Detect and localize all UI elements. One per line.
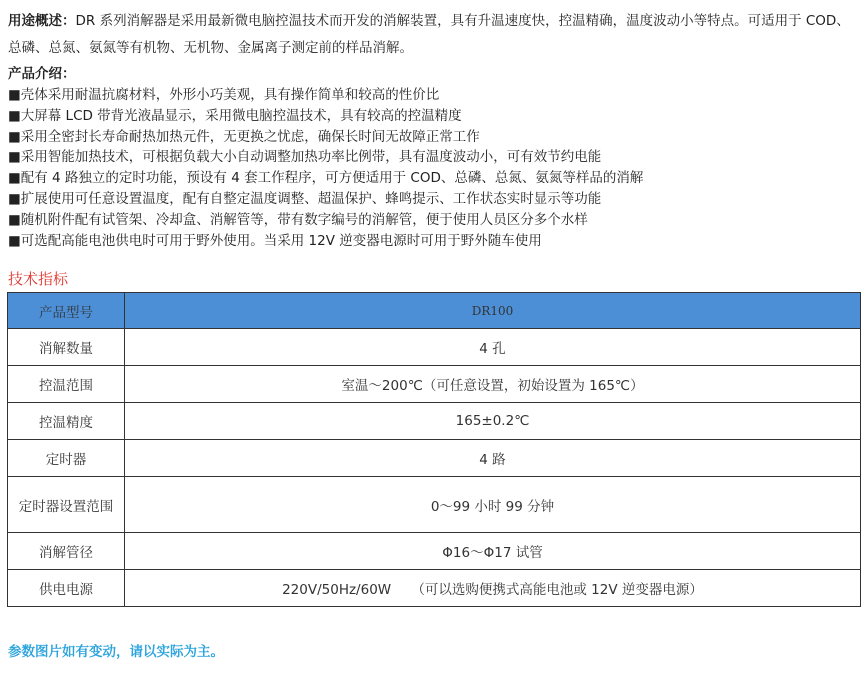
spec-label: 定时器 [8, 440, 125, 477]
disclaimer-note: 参数图片如有变动，请以实际为主。 [8, 644, 224, 660]
feature-item: ■配有 4 路独立的定时功能，预设有 4 套工作程序，可方便适用于 COD、总磷、总氮、氨氮等样品的消解 [8, 170, 644, 187]
usage-overview-label: 用途概述： [8, 13, 76, 29]
spec-label: 消解数量 [8, 329, 125, 366]
table-row [8, 366, 861, 403]
spec-table [7, 292, 861, 607]
feature-list [8, 85, 643, 251]
feature-item: ■壳体采用耐温抗腐材料，外形小巧美观，具有操作简单和较高的性价比 [8, 87, 440, 103]
spec-header-value: DR100 [125, 293, 861, 329]
spec-value: 4 孔 [125, 329, 861, 366]
table-row [8, 403, 861, 440]
usage-overview [8, 8, 856, 62]
spec-header-label: 产品型号 [8, 293, 125, 329]
spec-label: 消解管径 [8, 533, 125, 570]
spec-value: 0～99 小时 99 分钟 [125, 477, 861, 533]
table-row [8, 570, 861, 607]
spec-label: 控温范围 [8, 366, 125, 403]
spec-section-title: 技术指标 [8, 270, 69, 288]
spec-label: 定时器设置范围 [8, 477, 125, 533]
feature-item: ■扩展使用可任意设置温度，配有自整定温度调整、超温保护、蜂鸣提示、工作状态实时显示等功能 [8, 190, 602, 207]
spec-label: 控温精度 [8, 403, 125, 440]
table-row [8, 533, 861, 570]
feature-item: ■可选配高能电池供电时可用于野外使用。当采用 12V 逆变器电源时可用于野外随车使用 [8, 232, 542, 249]
spec-value: 220V/50Hz/60W （可以选购便携式高能电池或 12V 逆变器电源） [125, 570, 861, 607]
spec-table-header-row [8, 293, 861, 329]
spec-value: 室温～200℃（可任意设置，初始设置为 165℃） [125, 366, 861, 403]
table-row [8, 477, 861, 533]
feature-item: ■采用智能加热技术，可根据负载大小自动调整加热功率比例带，具有温度波动小，可有效节约电能 [8, 149, 602, 166]
spec-label: 供电电源 [8, 570, 125, 607]
feature-item: ■大屏幕 LCD 带背光液晶显示，采用微电脑控温技术，具有较高的控温精度 [8, 107, 462, 124]
table-row [8, 440, 861, 477]
feature-item: ■随机附件配有试管架、冷却盒、消解管等，带有数字编号的消解管，便于使用人员区分多个水样 [8, 211, 588, 228]
usage-overview-text: DR 系列消解器是采用最新微电脑控温技术而开发的消解装置，具有升温速度快，控温精确，温度波动小等特点。可适用于 COD、总磷、总氮、氨氮等有机物、无机物、金属离子测定前的样品消解。 [8, 13, 850, 56]
spec-value: Φ16～Φ17 试管 [125, 533, 861, 570]
product-intro-heading: 产品介绍： [8, 66, 76, 82]
spec-value: 165±0.2℃ [125, 403, 861, 440]
feature-item: ■采用全密封长寿命耐热加热元件，无更换之忧虑，确保长时间无故障正常工作 [8, 128, 480, 145]
table-row [8, 329, 861, 366]
spec-value: 4 路 [125, 440, 861, 477]
